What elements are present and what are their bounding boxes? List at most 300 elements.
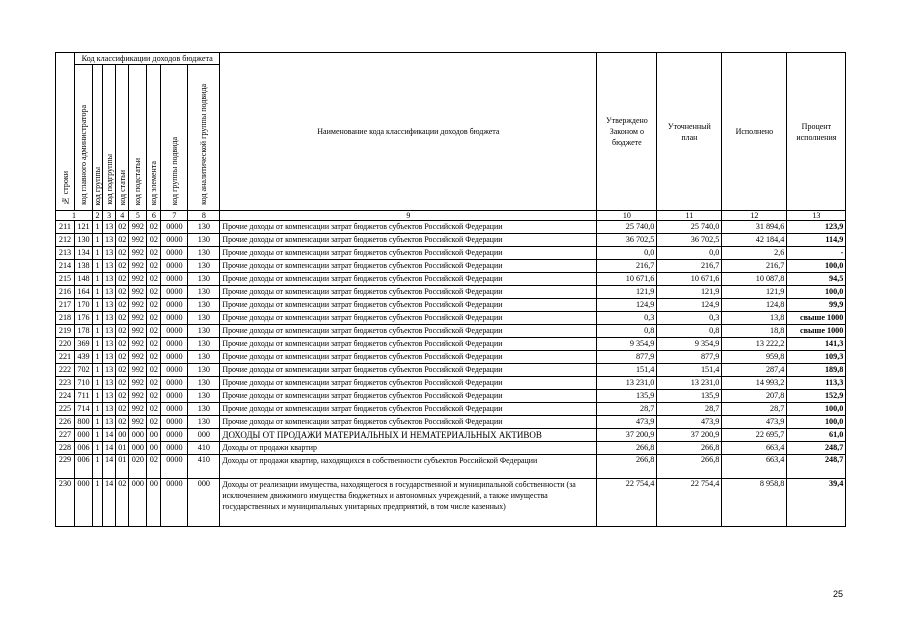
table-row: [56, 377, 846, 390]
subtype-group-code: 0000: [161, 364, 188, 377]
subarticle-code: 992: [129, 403, 147, 416]
subarticle-code: 992: [129, 325, 147, 338]
group-code: 1: [93, 338, 103, 351]
refined-plan-value: 36 702,5: [657, 234, 722, 247]
subarticle-code: 992: [129, 221, 147, 234]
subtype-group-code: 0000: [161, 312, 188, 325]
income-name: Прочие доходы от компенсации затрат бюджетов субъектов Российской Федерации: [220, 221, 597, 234]
admin-code: 138: [75, 260, 93, 273]
column-number: 7: [161, 211, 188, 221]
subtype-group-code: 0000: [161, 221, 188, 234]
refined-plan-value: 135,9: [657, 390, 722, 403]
executed-value: 663,4: [722, 442, 787, 455]
article-code: 01: [116, 455, 129, 479]
element-code: 02: [147, 273, 161, 286]
subarticle-code: 992: [129, 312, 147, 325]
approved-value: 0,3: [597, 312, 657, 325]
table-body: [56, 221, 846, 527]
income-name: Прочие доходы от компенсации затрат бюджетов субъектов Российской Федерации: [220, 325, 597, 338]
income-name: Прочие доходы от компенсации затрат бюджетов субъектов Российской Федерации: [220, 260, 597, 273]
element-code: 02: [147, 234, 161, 247]
subtype-group-code: 0000: [161, 325, 188, 338]
group-code: 1: [93, 416, 103, 429]
article-code: 02: [116, 247, 129, 260]
column-number: 12: [722, 211, 787, 221]
column-number: 5: [129, 211, 147, 221]
row-number: 229: [56, 455, 75, 479]
admin-code: 702: [75, 364, 93, 377]
subtype-group-code: 0000: [161, 286, 188, 299]
subgroup-code: 13: [103, 377, 116, 390]
row-number-header: № строки: [56, 53, 75, 211]
percent-value: 100,0: [787, 416, 846, 429]
refined-plan-value: 151,4: [657, 364, 722, 377]
approved-value: 0,8: [597, 325, 657, 338]
row-number: 226: [56, 416, 75, 429]
refined-plan-value: 0,3: [657, 312, 722, 325]
executed-value: 959,8: [722, 351, 787, 364]
column-number: 9: [220, 211, 597, 221]
approved-value: 28,7: [597, 403, 657, 416]
admin-code: 121: [75, 221, 93, 234]
table-row: [56, 338, 846, 351]
approved-value: 10 671,6: [597, 273, 657, 286]
executed-value: 121,9: [722, 286, 787, 299]
subarticle-code: 992: [129, 364, 147, 377]
analytic-group-code: 130: [188, 416, 220, 429]
subtype-group-code: 0000: [161, 390, 188, 403]
admin-code: 710: [75, 377, 93, 390]
article-code: 02: [116, 273, 129, 286]
percent-value: -: [787, 247, 846, 260]
row-number: 223: [56, 377, 75, 390]
admin-code: 164: [75, 286, 93, 299]
code-col-header: код элемента: [147, 65, 161, 211]
subtype-group-code: 0000: [161, 403, 188, 416]
percent-value: 123,9: [787, 221, 846, 234]
percent-value: 100,0: [787, 260, 846, 273]
income-name: Прочие доходы от компенсации затрат бюджетов субъектов Российской Федерации: [220, 351, 597, 364]
executed-value: 287,4: [722, 364, 787, 377]
executed-value: 663,4: [722, 455, 787, 479]
subgroup-code: 14: [103, 479, 116, 527]
analytic-group-code: 130: [188, 273, 220, 286]
refined-plan-value: 124,9: [657, 299, 722, 312]
refined-plan-value: 10 671,6: [657, 273, 722, 286]
percent-header: Процент исполнения: [787, 53, 846, 211]
element-code: 02: [147, 260, 161, 273]
page-number: 25: [833, 589, 844, 599]
percent-value: свыше 1000: [787, 325, 846, 338]
percent-value: свыше 1000: [787, 312, 846, 325]
admin-code: 176: [75, 312, 93, 325]
subtype-group-code: 0000: [161, 338, 188, 351]
analytic-group-code: 130: [188, 247, 220, 260]
column-number: 11: [657, 211, 722, 221]
subtype-group-code: 0000: [161, 260, 188, 273]
refined-plan-value: 28,7: [657, 403, 722, 416]
analytic-group-code: 130: [188, 364, 220, 377]
column-number: 4: [116, 211, 129, 221]
table-row: [56, 455, 846, 479]
subgroup-code: 14: [103, 429, 116, 442]
subarticle-code: 000: [129, 479, 147, 527]
executed-value: 13,8: [722, 312, 787, 325]
approved-value: 22 754,4: [597, 479, 657, 527]
refined-plan-value: 266,8: [657, 442, 722, 455]
element-code: 02: [147, 364, 161, 377]
percent-value: 100,0: [787, 403, 846, 416]
refined-plan-header: Уточненный план: [657, 53, 722, 211]
executed-value: 42 184,4: [722, 234, 787, 247]
subtype-group-code: 0000: [161, 416, 188, 429]
group-code: 1: [93, 234, 103, 247]
element-code: 00: [147, 429, 161, 442]
executed-value: 14 993,2: [722, 377, 787, 390]
table-row: [56, 247, 846, 260]
analytic-group-code: 130: [188, 325, 220, 338]
group-code: 1: [93, 403, 103, 416]
row-number: 213: [56, 247, 75, 260]
column-number: 13: [787, 211, 846, 221]
subtype-group-code: 0000: [161, 442, 188, 455]
income-name: Прочие доходы от компенсации затрат бюджетов субъектов Российской Федерации: [220, 273, 597, 286]
income-name: Доходы от продажи квартир, находящихся в собственности субъектов Российской Федерации: [220, 455, 597, 479]
income-name: Прочие доходы от компенсации затрат бюджетов субъектов Российской Федерации: [220, 299, 597, 312]
subgroup-code: 13: [103, 416, 116, 429]
budget-sheet: [55, 52, 846, 527]
subgroup-code: 13: [103, 325, 116, 338]
article-code: 02: [116, 377, 129, 390]
percent-value: 189,8: [787, 364, 846, 377]
row-number: 212: [56, 234, 75, 247]
article-code: 02: [116, 351, 129, 364]
approved-value: 266,8: [597, 455, 657, 479]
subtype-group-code: 0000: [161, 299, 188, 312]
subarticle-code: 992: [129, 247, 147, 260]
table-header: [56, 53, 846, 221]
subarticle-code: 992: [129, 260, 147, 273]
refined-plan-value: 9 354,9: [657, 338, 722, 351]
element-code: 02: [147, 312, 161, 325]
subarticle-code: 000: [129, 429, 147, 442]
approved-value: 124,9: [597, 299, 657, 312]
column-number: 3: [103, 211, 116, 221]
table-row: [56, 479, 846, 527]
group-code: 1: [93, 286, 103, 299]
subarticle-code: 992: [129, 286, 147, 299]
executed-header: Исполнено: [722, 53, 787, 211]
table-row: [56, 416, 846, 429]
percent-value: 248,7: [787, 442, 846, 455]
article-code: 02: [116, 338, 129, 351]
row-number: 222: [56, 364, 75, 377]
column-number: 10: [597, 211, 657, 221]
row-number: 211: [56, 221, 75, 234]
subgroup-code: 14: [103, 442, 116, 455]
element-code: 02: [147, 455, 161, 479]
column-number: 2: [93, 211, 103, 221]
row-number: 218: [56, 312, 75, 325]
executed-value: 216,7: [722, 260, 787, 273]
table-row: [56, 403, 846, 416]
approved-value: 135,9: [597, 390, 657, 403]
approved-value: 473,9: [597, 416, 657, 429]
subgroup-code: 14: [103, 455, 116, 479]
code-col-header: код главного администратора: [75, 65, 93, 211]
subgroup-code: 13: [103, 351, 116, 364]
refined-plan-value: 877,9: [657, 351, 722, 364]
analytic-group-code: 130: [188, 403, 220, 416]
income-name: Прочие доходы от компенсации затрат бюджетов субъектов Российской Федерации: [220, 286, 597, 299]
admin-code: 178: [75, 325, 93, 338]
executed-value: 13 222,2: [722, 338, 787, 351]
analytic-group-code: 130: [188, 338, 220, 351]
executed-value: 8 958,8: [722, 479, 787, 527]
income-name: Прочие доходы от компенсации затрат бюджетов субъектов Российской Федерации: [220, 364, 597, 377]
executed-value: 2,6: [722, 247, 787, 260]
analytic-group-code: 130: [188, 312, 220, 325]
article-code: 02: [116, 286, 129, 299]
article-code: 02: [116, 416, 129, 429]
name-header: Наименование кода классификации доходов бюджета: [220, 53, 597, 211]
income-name: Прочие доходы от компенсации затрат бюджетов субъектов Российской Федерации: [220, 390, 597, 403]
row-number: 216: [56, 286, 75, 299]
column-number: 6: [147, 211, 161, 221]
article-code: 02: [116, 260, 129, 273]
subgroup-code: 13: [103, 286, 116, 299]
element-code: 02: [147, 416, 161, 429]
group-code: 1: [93, 442, 103, 455]
percent-value: 152,9: [787, 390, 846, 403]
analytic-group-code: 130: [188, 299, 220, 312]
article-code: 02: [116, 364, 129, 377]
group-code: 1: [93, 260, 103, 273]
group-code: 1: [93, 377, 103, 390]
admin-code: 800: [75, 416, 93, 429]
executed-value: 473,9: [722, 416, 787, 429]
group-code: 1: [93, 429, 103, 442]
element-code: 02: [147, 247, 161, 260]
element-code: 02: [147, 286, 161, 299]
income-name: ДОХОДЫ ОТ ПРОДАЖИ МАТЕРИАЛЬНЫХ И НЕМАТЕРИАЛЬНЫХ АКТИВОВ: [220, 429, 597, 442]
income-name: Прочие доходы от компенсации затрат бюджетов субъектов Российской Федерации: [220, 312, 597, 325]
group-code: 1: [93, 299, 103, 312]
group-code: 1: [93, 221, 103, 234]
element-code: 02: [147, 377, 161, 390]
article-code: 02: [116, 221, 129, 234]
row-number: 221: [56, 351, 75, 364]
subarticle-code: 992: [129, 299, 147, 312]
element-code: 02: [147, 390, 161, 403]
article-code: 02: [116, 479, 129, 527]
row-number: 225: [56, 403, 75, 416]
subgroup-code: 13: [103, 221, 116, 234]
approved-value: 151,4: [597, 364, 657, 377]
table-row: [56, 221, 846, 234]
admin-code: 134: [75, 247, 93, 260]
analytic-group-code: 410: [188, 455, 220, 479]
group-code: 1: [93, 247, 103, 260]
income-name: Прочие доходы от компенсации затрат бюджетов субъектов Российской Федерации: [220, 377, 597, 390]
budget-table: [55, 52, 846, 527]
subarticle-code: 020: [129, 455, 147, 479]
article-code: 02: [116, 325, 129, 338]
percent-value: 114,9: [787, 234, 846, 247]
subtype-group-code: 0000: [161, 351, 188, 364]
column-numbers-row: [56, 211, 846, 221]
approved-header: Утверждено Законом о бюджете: [597, 53, 657, 211]
refined-plan-value: 0,0: [657, 247, 722, 260]
article-code: 02: [116, 403, 129, 416]
admin-code: 000: [75, 429, 93, 442]
group-code: 1: [93, 364, 103, 377]
element-code: 02: [147, 403, 161, 416]
subgroup-code: 13: [103, 247, 116, 260]
element-code: 00: [147, 479, 161, 527]
admin-code: 006: [75, 455, 93, 479]
table-row: [56, 299, 846, 312]
row-number: 215: [56, 273, 75, 286]
executed-value: 31 894,6: [722, 221, 787, 234]
approved-value: 216,7: [597, 260, 657, 273]
income-name: Прочие доходы от компенсации затрат бюджетов субъектов Российской Федерации: [220, 338, 597, 351]
income-name: Доходы от продажи квартир: [220, 442, 597, 455]
article-code: 02: [116, 390, 129, 403]
percent-value: 99,9: [787, 299, 846, 312]
subarticle-code: 000: [129, 442, 147, 455]
subarticle-code: 992: [129, 390, 147, 403]
group-code: 1: [93, 390, 103, 403]
row-number: 224: [56, 390, 75, 403]
row-number: 220: [56, 338, 75, 351]
subarticle-code: 992: [129, 338, 147, 351]
code-col-header: код группы: [93, 65, 103, 211]
admin-code: 148: [75, 273, 93, 286]
subtype-group-code: 0000: [161, 273, 188, 286]
element-code: 02: [147, 299, 161, 312]
refined-plan-value: 13 231,0: [657, 377, 722, 390]
analytic-group-code: 130: [188, 286, 220, 299]
subtype-group-code: 0000: [161, 455, 188, 479]
element-code: 02: [147, 221, 161, 234]
code-col-header: код аналитической группы подвида: [188, 65, 220, 211]
refined-plan-value: 22 754,4: [657, 479, 722, 527]
refined-plan-value: 266,8: [657, 455, 722, 479]
group-code: 1: [93, 479, 103, 527]
percent-value: 141,3: [787, 338, 846, 351]
classification-group-header: Код классификации доходов бюджета: [75, 53, 220, 65]
row-number: 227: [56, 429, 75, 442]
executed-value: 18,8: [722, 325, 787, 338]
subarticle-code: 992: [129, 351, 147, 364]
article-code: 02: [116, 299, 129, 312]
analytic-group-code: 410: [188, 442, 220, 455]
income-name: Прочие доходы от компенсации затрат бюджетов субъектов Российской Федерации: [220, 234, 597, 247]
row-number: 228: [56, 442, 75, 455]
income-name: Прочие доходы от компенсации затрат бюджетов субъектов Российской Федерации: [220, 247, 597, 260]
subarticle-code: 992: [129, 416, 147, 429]
subgroup-code: 13: [103, 390, 116, 403]
executed-value: 28,7: [722, 403, 787, 416]
subtype-group-code: 0000: [161, 479, 188, 527]
subarticle-code: 992: [129, 377, 147, 390]
column-number: 1: [56, 211, 93, 221]
table-row: [56, 364, 846, 377]
table-row: [56, 429, 846, 442]
group-code: 1: [93, 273, 103, 286]
element-code: 00: [147, 442, 161, 455]
executed-value: 207,8: [722, 390, 787, 403]
subtype-group-code: 0000: [161, 377, 188, 390]
approved-value: 36 702,5: [597, 234, 657, 247]
table-row: [56, 286, 846, 299]
subtype-group-code: 0000: [161, 247, 188, 260]
row-number: 219: [56, 325, 75, 338]
subgroup-code: 13: [103, 273, 116, 286]
admin-code: 170: [75, 299, 93, 312]
refined-plan-value: 37 200,9: [657, 429, 722, 442]
admin-code: 130: [75, 234, 93, 247]
approved-value: 25 740,0: [597, 221, 657, 234]
row-number: 214: [56, 260, 75, 273]
refined-plan-value: 121,9: [657, 286, 722, 299]
subtype-group-code: 0000: [161, 429, 188, 442]
executed-value: 124,8: [722, 299, 787, 312]
approved-value: 37 200,9: [597, 429, 657, 442]
analytic-group-code: 130: [188, 351, 220, 364]
executed-value: 22 695,7: [722, 429, 787, 442]
approved-value: 13 231,0: [597, 377, 657, 390]
admin-code: 000: [75, 479, 93, 527]
element-code: 02: [147, 338, 161, 351]
analytic-group-code: 130: [188, 260, 220, 273]
analytic-group-code: 130: [188, 234, 220, 247]
refined-plan-value: 216,7: [657, 260, 722, 273]
income-name: Прочие доходы от компенсации затрат бюджетов субъектов Российской Федерации: [220, 403, 597, 416]
percent-value: 61,0: [787, 429, 846, 442]
subgroup-code: 13: [103, 234, 116, 247]
approved-value: 121,9: [597, 286, 657, 299]
analytic-group-code: 000: [188, 429, 220, 442]
approved-value: 9 354,9: [597, 338, 657, 351]
table-row: [56, 260, 846, 273]
percent-value: 39,4: [787, 479, 846, 527]
table-row: [56, 273, 846, 286]
article-code: 01: [116, 442, 129, 455]
article-code: 02: [116, 312, 129, 325]
group-code: 1: [93, 351, 103, 364]
percent-value: 248,7: [787, 455, 846, 479]
subtype-group-code: 0000: [161, 234, 188, 247]
column-number: 8: [188, 211, 220, 221]
admin-code: 711: [75, 390, 93, 403]
subgroup-code: 13: [103, 364, 116, 377]
article-code: 02: [116, 234, 129, 247]
group-code: 1: [93, 312, 103, 325]
subarticle-code: 992: [129, 273, 147, 286]
admin-code: 714: [75, 403, 93, 416]
code-col-header: код подстатьи: [129, 65, 147, 211]
approved-value: 266,8: [597, 442, 657, 455]
table-row: [56, 442, 846, 455]
analytic-group-code: 130: [188, 390, 220, 403]
table-row: [56, 234, 846, 247]
percent-value: 113,3: [787, 377, 846, 390]
article-code: 00: [116, 429, 129, 442]
admin-code: 006: [75, 442, 93, 455]
row-number: 217: [56, 299, 75, 312]
